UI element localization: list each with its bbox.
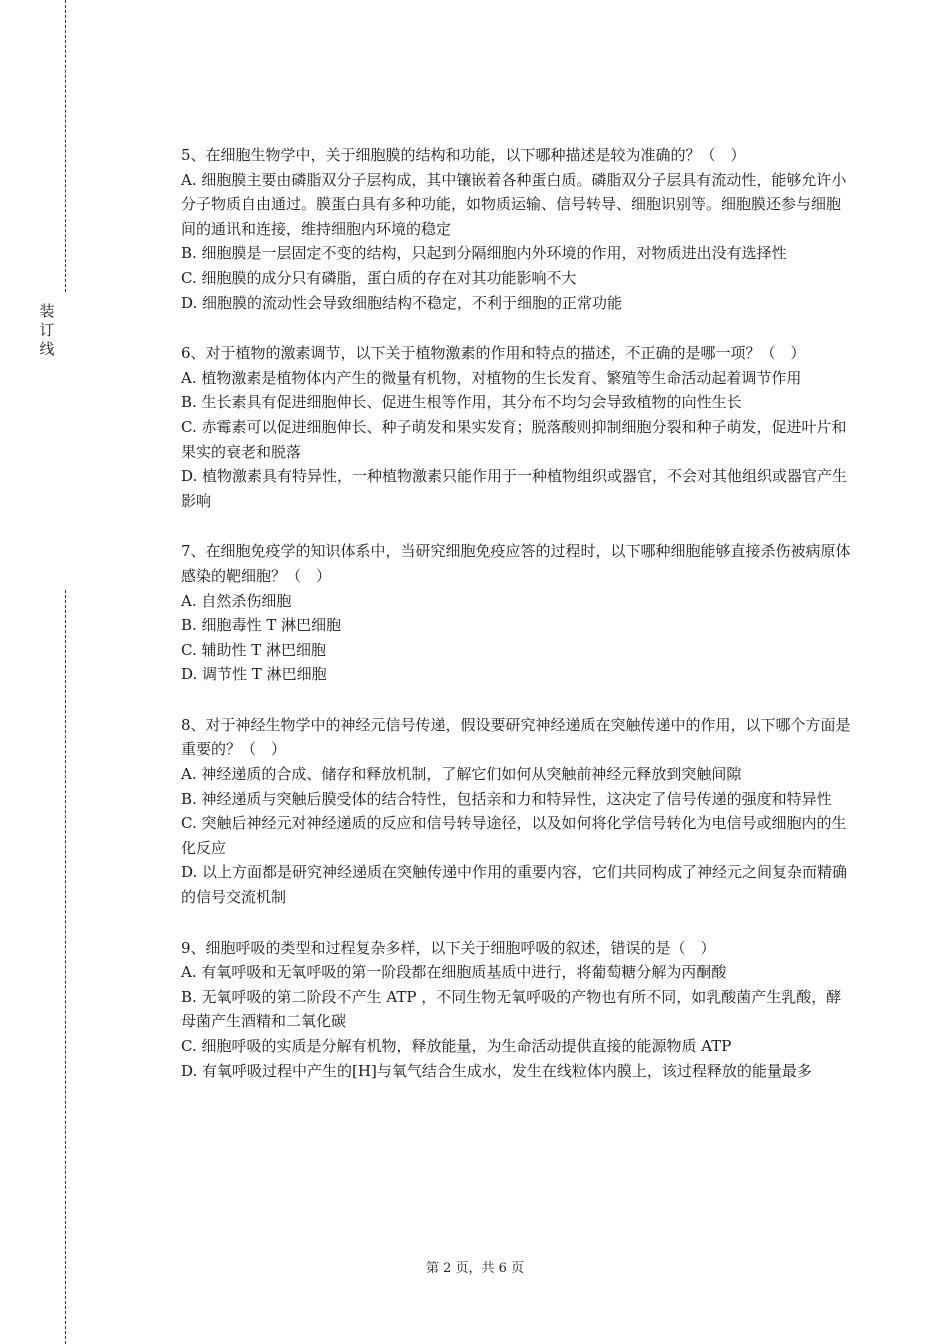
option-a: A. 细胞膜主要由磷脂双分子层构成，其中镶嵌着各种蛋白质。磷脂双分子层具有流动性，能够允许小分子物质自由通过。膜蛋白具有多种功能，如物质运输、信号转导、细胞识别等。细胞膜还参与细胞间的通讯和连接，维持细胞内环境的稳定 <box>181 170 847 238</box>
option-d: D. 植物激素具有特异性，一种植物激素只能作用于一种植物组织或器官，不会对其他组织或器官产生影响 <box>181 467 848 510</box>
page-footer: 第 2 页，共 6 页 <box>425 1261 525 1276</box>
option-b: B. 细胞毒性 T 淋巴细胞 <box>181 616 342 635</box>
option-b: B. 生长素具有促进细胞伸长、促进生根等作用，其分布不均匀会导致植物的向性生长 <box>181 393 742 412</box>
option-d: D. 以上方面都是研究神经递质在突触传递中作用的重要内容，它们共同构成了神经元之间复杂而精确的信号交流机制 <box>181 863 848 907</box>
option-c: C. 辅助性 T 淋巴细胞 <box>181 640 327 659</box>
question-list <box>181 143 851 1109</box>
question-5 <box>181 143 851 315</box>
option-d: D. 有氧呼吸过程中产生的[H]与氧气结合生成水，发生在线粒体内膜上，该过程释放的能量最多 <box>181 1061 812 1080</box>
option-a: A. 自然杀伤细胞 <box>181 591 292 610</box>
binding-char: 线 <box>39 340 55 358</box>
option-d: D. 细胞膜的流动性会导致细胞结构不稳定，不利于细胞的正常功能 <box>181 293 623 312</box>
question-stem: 9、细胞呼吸的类型和过程复杂多样，以下关于细胞呼吸的叙述，错误的是（ ） <box>181 938 716 957</box>
question-9 <box>181 936 851 1084</box>
binding-char: 装 <box>39 302 55 320</box>
option-c: C. 细胞膜的成分只有磷脂，蛋白质的存在对其功能影响不大 <box>181 268 577 287</box>
binding-char: 订 <box>39 321 55 339</box>
question-8 <box>181 713 851 910</box>
option-c: C. 赤霉素可以促进细胞伸长、种子萌发和果实发育；脱落酸则抑制细胞分裂和种子萌发，促进叶片和果实的衰老和脱落 <box>181 417 847 461</box>
option-a: A. 植物激素是植物体内产生的微量有机物，对植物的生长发育、繁殖等生命活动起着调节作用 <box>181 368 802 387</box>
option-b: B. 神经递质与突触后膜受体的结合特性，包括亲和力和特异性，这决定了信号传递的强度和特异性 <box>181 789 832 808</box>
option-c: C. 突触后神经元对神经递质的反应和信号转导途径，以及如何将化学信号转化为电信号或细胞内的生化反应 <box>181 814 847 857</box>
option-b: B. 无氧呼吸的第二阶段不产生 ATP ，不同生物无氧呼吸的产物也有所不同，如乳酸菌产生乳酸，酵母菌产生酒精和二氧化碳 <box>181 987 842 1031</box>
question-7 <box>181 539 851 687</box>
question-6 <box>181 341 851 513</box>
option-c: C. 细胞呼吸的实质是分解有机物，释放能量，为生命活动提供直接的能源物质 ATP <box>181 1037 732 1055</box>
option-a: A. 有氧呼吸和无氧呼吸的第一阶段都在细胞质基质中进行，将葡萄糖分解为丙酮酸 <box>181 963 727 982</box>
option-a: A. 神经递质的合成、储存和释放机制，了解它们如何从突触前神经元释放到突触间隙 <box>181 765 742 784</box>
question-stem: 8、对于神经生物学中的神经元信号传递，假设要研究神经递质在突触传递中的作用，以下哪个方面是重要的？（ ） <box>181 715 851 759</box>
option-b: B. 细胞膜是一层固定不变的结构，只起到分隔细胞内外环境的作用，对物质进出没有选择性 <box>181 244 787 263</box>
binding-label <box>36 302 58 359</box>
option-d: D. 调节性 T 淋巴细胞 <box>181 665 327 684</box>
question-stem: 6、对于植物的激素调节，以下关于植物激素的作用和特点的描述，不正确的是哪一项？（ ） <box>181 344 806 363</box>
binding-line-bottom <box>65 590 66 1344</box>
question-stem: 5、在细胞生物学中，关于细胞膜的结构和功能，以下哪种描述是较为准确的？（ ） <box>181 146 746 164</box>
question-stem: 7、在细胞免疫学的知识体系中，当研究细胞免疫应答的过程时，以下哪种细胞能够直接杀伤被病原体感染的靶细胞？（ ） <box>181 542 851 585</box>
binding-line-top <box>65 0 66 292</box>
